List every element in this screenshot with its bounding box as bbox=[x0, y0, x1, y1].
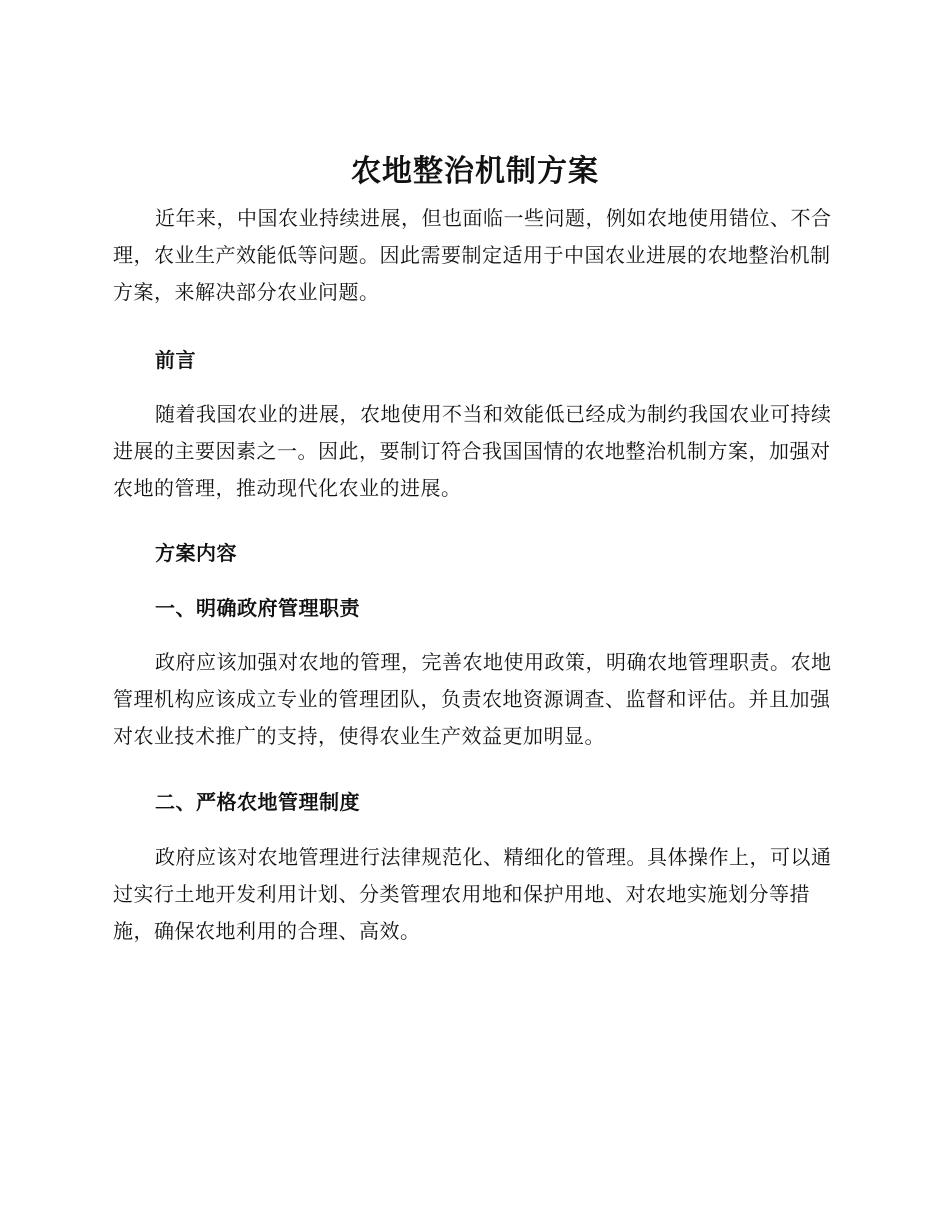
document-title: 农地整治机制方案 bbox=[351, 154, 599, 189]
intro-paragraph: 近年来，中国农业持续进展，但也面临一些问题，例如农地使用错位、不合理，农业生产效能低等问题。因此需要制定适用于中国农业进展的农地整治机制方案，来解决部分农业问题。 bbox=[113, 206, 832, 304]
content-heading: 方案内容 bbox=[155, 541, 237, 565]
preface-paragraph: 随着我国农业的进展，农地使用不当和效能低已经成为制约我国农业可持续进展的主要因素之一。因此，要制订符合我国国情的农地整治机制方案，加强对农地的管理，推动现代化农业的进展。 bbox=[113, 402, 832, 500]
section1-paragraph: 政府应该加强对农地的管理，完善农地使用政策，明确农地管理职责。农地管理机构应该成立专业的管理团队，负责农地资源调查、监督和评估。并且加强对农业技术推广的支持，使得农业生产效益更加明显。 bbox=[113, 650, 832, 748]
section2-heading: 二、严格农地管理制度 bbox=[155, 790, 360, 814]
preface-heading: 前言 bbox=[155, 348, 196, 372]
section1-heading: 一、明确政府管理职责 bbox=[155, 596, 360, 620]
section2-paragraph: 政府应该对农地管理进行法律规范化、精细化的管理。具体操作上，可以通过实行土地开发利用计划、分类管理农用地和保护用地、对农地实施划分等措施，确保农地利用的合理、高效。 bbox=[113, 845, 832, 943]
